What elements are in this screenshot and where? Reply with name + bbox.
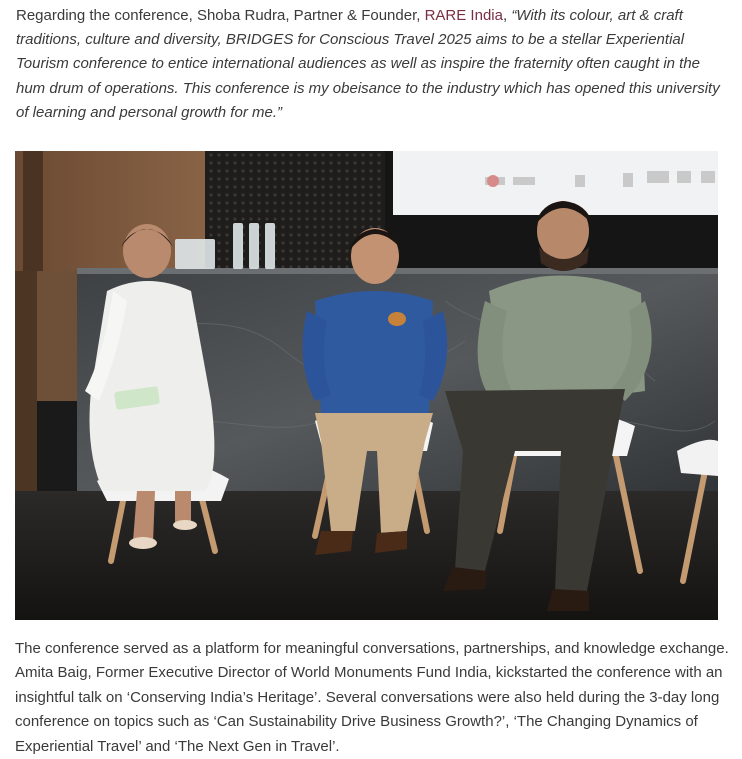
paragraph-separator: , bbox=[502, 7, 512, 24]
panel-photo-illustration bbox=[15, 151, 718, 620]
founder-quote: “With its colour, art & craft traditions, culture and diversity, BRIDGES for Conscious Travel 2025 aims to be a stellar Experiential Tourism conference to entice international audiences as well as inspire the fraternity often caught in the hum drum of operations. This conference is my obeisance to the industry which has opened this university of learning and personal growth for me.” bbox=[16, 7, 720, 121]
article-paragraph-conference: The conference served as a platform for meaningful conversations, partnerships, and knowledge exchange. Amita Baig, Former Executive Director of World Monuments Fund India, kickstarted the conference with an insightful talk on ‘Conserving India’s Heritage’. Several conversations were also held during the 3-day long conference on topics such as ‘Can Sustainability Drive Business Growth?’, ‘The Changing Dynamics of Experiential Travel’ and ‘The Next Gen in Travel’. bbox=[15, 640, 729, 755]
paragraph-intro-text: Regarding the conference, Shoba Rudra, Partner & Founder, bbox=[16, 7, 425, 24]
rare-india-link[interactable]: RARE India bbox=[424, 7, 503, 24]
article-paragraph-quote bbox=[16, 4, 732, 125]
conference-panel-photo bbox=[15, 151, 718, 620]
